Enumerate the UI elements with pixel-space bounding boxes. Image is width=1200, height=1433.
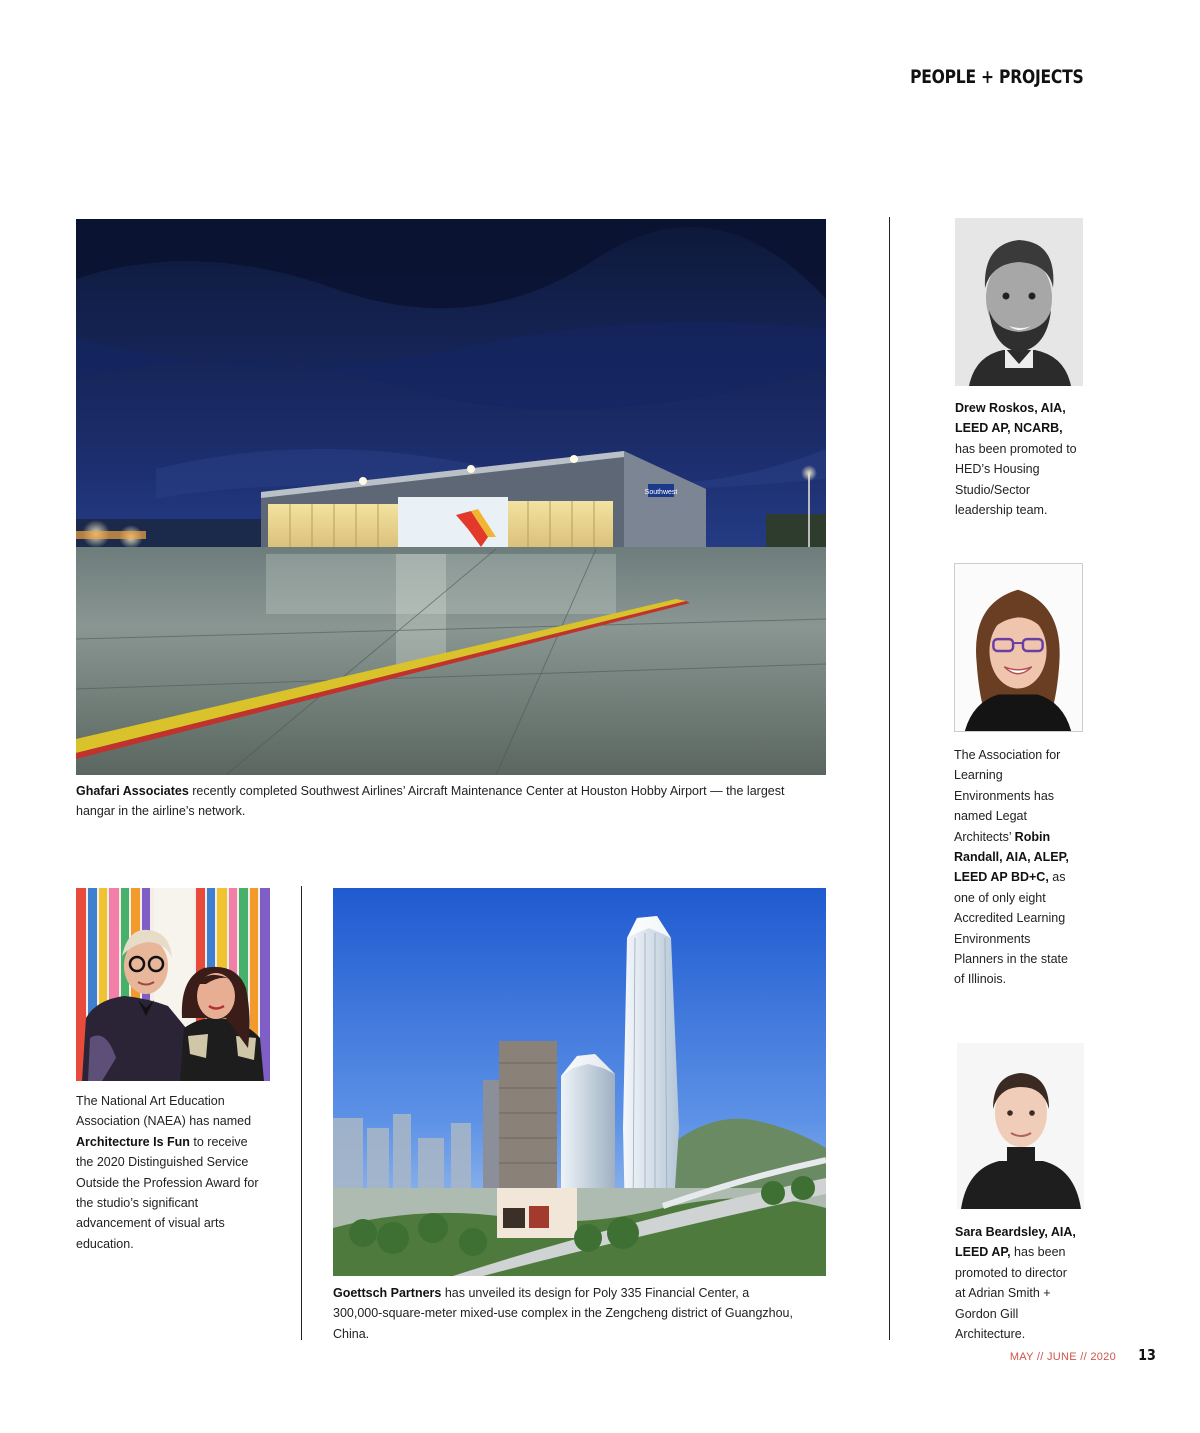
section-title: PEOPLE + PROJECTS [909, 66, 1083, 88]
drew-roskos-caption [955, 398, 1080, 520]
robin-randall-post: as one of only eight Accredited Learning Environments Planners in the state of Illinois. [954, 870, 1068, 987]
naea-caption-pre: The National Art Education Association (NAEA) has named [76, 1094, 252, 1129]
hangar-sign: Southwest [644, 489, 678, 496]
goettsch-caption [333, 1283, 793, 1344]
issue-date: MAY // JUNE // 2020 [1009, 1351, 1116, 1363]
column-divider-left [301, 886, 302, 1340]
poly-335-rendering [333, 888, 826, 1276]
drew-roskos-name: Drew Roskos, AIA, LEED AP, NCARB, [955, 401, 1066, 436]
robin-randall-caption [954, 745, 1079, 990]
sara-beardsley-name: Sara Beardsley, AIA, LEED AP, [955, 1225, 1076, 1260]
hangar-caption-firm: Ghafari Associates [76, 784, 189, 798]
hangar-caption-text: recently completed Southwest Airlines’ Aircraft Maintenance Center at Houston Hobby Airport — the largest hangar in the airline’s network. [76, 784, 785, 819]
sara-beardsley-text: has been promoted to director at Adrian Smith + Gordon Gill Architecture. [955, 1245, 1067, 1342]
sara-beardsley-portrait [957, 1043, 1084, 1209]
column-divider-right [889, 217, 890, 1340]
drew-roskos-text: has been promoted to HED’s Housing Studio/Sector leadership team. [955, 441, 1077, 518]
hangar-photo [76, 219, 826, 775]
goettsch-caption-firm: Goettsch Partners [333, 1286, 442, 1300]
naea-caption-firm: Architecture Is Fun [76, 1134, 190, 1149]
drew-roskos-portrait [955, 218, 1083, 386]
robin-randall-pre: The Association for Learning Environments has named Legat Architects’ [954, 748, 1061, 844]
architecture-is-fun-photo [76, 888, 270, 1081]
goettsch-caption-text: has unveiled its design for Poly 335 Financial Center, a 300,000-square-meter mixed-use complex in the Zengcheng district of Guangzhou, China. [333, 1286, 793, 1341]
hangar-caption [76, 781, 826, 822]
sara-beardsley-caption [955, 1222, 1080, 1344]
robin-randall-portrait [954, 563, 1083, 732]
robin-randall-name: Robin Randall, AIA, ALEP, LEED AP BD+C, [954, 829, 1069, 885]
page-number: 13 [1138, 1346, 1156, 1364]
naea-caption [76, 1091, 266, 1254]
naea-caption-post: to receive the 2020 Distinguished Service Outside the Profession Award for the studio’s significant advancement of visual arts education. [76, 1134, 259, 1251]
